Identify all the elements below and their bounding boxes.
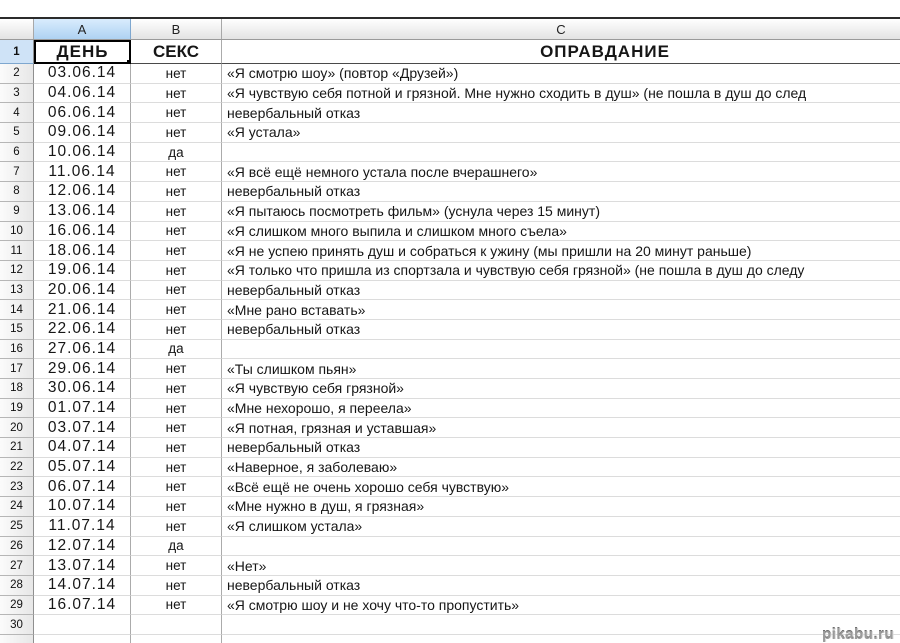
table-body bbox=[0, 64, 900, 635]
cell-day[interactable]: 06.07.14 bbox=[34, 477, 131, 497]
row-number[interactable]: 22 bbox=[0, 458, 34, 478]
cell-day[interactable]: 16.06.14 bbox=[34, 222, 131, 242]
row-number[interactable]: 5 bbox=[0, 123, 34, 143]
cell-excuse-header[interactable]: ОПРАВДАНИЕ bbox=[222, 40, 900, 64]
cell-sex[interactable] bbox=[131, 615, 222, 635]
cell-excuse[interactable]: «Мне рано вставать» bbox=[222, 300, 900, 320]
cell-excuse[interactable] bbox=[222, 340, 900, 360]
cell-excuse[interactable]: невербальный отказ bbox=[222, 182, 900, 202]
table-row bbox=[0, 241, 900, 261]
table-row bbox=[0, 281, 900, 301]
row-number[interactable]: 29 bbox=[0, 596, 34, 616]
cell-sex[interactable]: да bbox=[131, 537, 222, 557]
cell-excuse[interactable]: «Я слишком устала» bbox=[222, 517, 900, 537]
cell-sex[interactable]: нет bbox=[131, 596, 222, 616]
cell-sex[interactable]: нет bbox=[131, 64, 222, 84]
cell-excuse[interactable] bbox=[222, 537, 900, 557]
cell-excuse[interactable]: невербальный отказ bbox=[222, 281, 900, 301]
cell-day[interactable]: 10.07.14 bbox=[34, 497, 131, 517]
cell-day[interactable]: 04.07.14 bbox=[34, 438, 131, 458]
column-letter-a: A bbox=[77, 21, 87, 37]
watermark: pikabu.ru bbox=[821, 626, 894, 643]
cell-excuse[interactable]: «Мне нехорошо, я переела» bbox=[222, 399, 900, 419]
table-row bbox=[0, 517, 900, 537]
cell-day[interactable]: 11.06.14 bbox=[34, 162, 131, 182]
cell-day[interactable]: 18.06.14 bbox=[34, 241, 131, 261]
cell-excuse[interactable] bbox=[222, 635, 900, 643]
row-number[interactable]: 18 bbox=[0, 379, 34, 399]
row-number[interactable]: 17 bbox=[0, 359, 34, 379]
column-header-row bbox=[0, 19, 900, 40]
row-number[interactable]: 28 bbox=[0, 576, 34, 596]
table-row bbox=[0, 182, 900, 202]
cell-excuse[interactable] bbox=[222, 143, 900, 163]
table-header-row bbox=[0, 40, 900, 64]
cell-sex[interactable]: нет bbox=[131, 320, 222, 340]
row-number[interactable]: 25 bbox=[0, 517, 34, 537]
cell-sex[interactable]: нет bbox=[131, 281, 222, 301]
cell-day[interactable]: 16.07.14 bbox=[34, 596, 131, 616]
row-number[interactable]: 12 bbox=[0, 261, 34, 281]
table-row-partial bbox=[0, 635, 900, 643]
table-row bbox=[0, 497, 900, 517]
cell-day[interactable]: 21.06.14 bbox=[34, 300, 131, 320]
row-number[interactable]: 21 bbox=[0, 438, 34, 458]
table-row bbox=[0, 556, 900, 576]
cell-sex[interactable]: да bbox=[131, 143, 222, 163]
table-row bbox=[0, 320, 900, 340]
row-number[interactable]: 24 bbox=[0, 497, 34, 517]
cell-sex[interactable]: нет bbox=[131, 438, 222, 458]
cell-sex[interactable]: нет bbox=[131, 418, 222, 438]
cell-sex[interactable]: нет bbox=[131, 123, 222, 143]
cell-day[interactable]: 11.07.14 bbox=[34, 517, 131, 537]
row-number[interactable]: 8 bbox=[0, 182, 34, 202]
column-header-b[interactable] bbox=[131, 19, 222, 39]
cell-sex[interactable]: нет bbox=[131, 497, 222, 517]
row-number[interactable]: 15 bbox=[0, 320, 34, 340]
table-row bbox=[0, 143, 900, 163]
cell-excuse[interactable]: «Я слишком много выпила и слишком много съела» bbox=[222, 222, 900, 242]
cell-sex[interactable]: нет bbox=[131, 458, 222, 478]
cell-day[interactable]: 13.06.14 bbox=[34, 202, 131, 222]
table-row bbox=[0, 64, 900, 84]
row-number[interactable]: 7 bbox=[0, 162, 34, 182]
cell-sex[interactable]: нет bbox=[131, 162, 222, 182]
table-row bbox=[0, 477, 900, 497]
row-number[interactable]: 13 bbox=[0, 281, 34, 301]
fill-handle[interactable] bbox=[126, 59, 131, 64]
cell-excuse[interactable]: невербальный отказ bbox=[222, 103, 900, 123]
column-header-c[interactable] bbox=[222, 19, 900, 39]
cell-day[interactable]: 10.06.14 bbox=[34, 143, 131, 163]
cell-sex[interactable]: нет bbox=[131, 202, 222, 222]
cell-day[interactable]: 04.06.14 bbox=[34, 84, 131, 104]
selected-cell-day-header[interactable] bbox=[34, 40, 131, 64]
cell-day[interactable]: 19.06.14 bbox=[34, 261, 131, 281]
cell-excuse[interactable]: невербальный отказ bbox=[222, 576, 900, 596]
cell-excuse[interactable]: «Всё ещё не очень хорошо себя чувствую» bbox=[222, 477, 900, 497]
cell-sex[interactable]: нет bbox=[131, 359, 222, 379]
table-row bbox=[0, 340, 900, 360]
row-number[interactable]: 27 bbox=[0, 556, 34, 576]
cell-sex[interactable]: нет bbox=[131, 261, 222, 281]
row-number[interactable]: 4 bbox=[0, 103, 34, 123]
table-row bbox=[0, 596, 900, 616]
cell-day[interactable]: 13.07.14 bbox=[34, 556, 131, 576]
cell-day[interactable]: 22.06.14 bbox=[34, 320, 131, 340]
table-row bbox=[0, 418, 900, 438]
cell-day[interactable]: 12.06.14 bbox=[34, 182, 131, 202]
top-margin bbox=[0, 0, 900, 17]
cell-excuse[interactable]: «Я только что пришла из спортзала и чувствую себя грязной» (не пошла в душ до следу bbox=[222, 261, 900, 281]
row-number[interactable]: 10 bbox=[0, 222, 34, 242]
table-row bbox=[0, 576, 900, 596]
cell-excuse[interactable]: «Я чувствую себя грязной» bbox=[222, 379, 900, 399]
row-number[interactable]: 20 bbox=[0, 418, 34, 438]
table-row bbox=[0, 222, 900, 242]
cell-excuse[interactable]: невербальный отказ bbox=[222, 438, 900, 458]
row-number[interactable]: 9 bbox=[0, 202, 34, 222]
column-letter-b: B bbox=[171, 21, 181, 37]
table-row bbox=[0, 123, 900, 143]
cell-day[interactable]: 20.06.14 bbox=[34, 281, 131, 301]
cell-sex[interactable]: нет bbox=[131, 222, 222, 242]
row-number[interactable]: 19 bbox=[0, 399, 34, 419]
cell-sex[interactable]: нет bbox=[131, 556, 222, 576]
cell-day[interactable]: 03.07.14 bbox=[34, 418, 131, 438]
row-number[interactable] bbox=[0, 635, 34, 643]
cell-excuse[interactable]: «Наверное, я заболеваю» bbox=[222, 458, 900, 478]
cell-day[interactable]: 29.06.14 bbox=[34, 359, 131, 379]
row-number[interactable]: 2 bbox=[0, 64, 34, 84]
select-all-corner[interactable] bbox=[0, 19, 34, 39]
cell-sex[interactable]: нет bbox=[131, 517, 222, 537]
cell-day[interactable]: 30.06.14 bbox=[34, 379, 131, 399]
cell-sex[interactable]: да bbox=[131, 340, 222, 360]
cell-excuse[interactable]: «Я устала» bbox=[222, 123, 900, 143]
cell-day[interactable]: 03.06.14 bbox=[34, 64, 131, 84]
table-row bbox=[0, 300, 900, 320]
table-row bbox=[0, 261, 900, 281]
row-number[interactable]: 6 bbox=[0, 143, 34, 163]
cell-day[interactable]: 05.07.14 bbox=[34, 458, 131, 478]
row-number[interactable]: 16 bbox=[0, 340, 34, 360]
table-row bbox=[0, 399, 900, 419]
cell-day[interactable]: 01.07.14 bbox=[34, 399, 131, 419]
row-number[interactable]: 1 bbox=[0, 40, 34, 64]
cell-day[interactable]: 27.06.14 bbox=[34, 340, 131, 360]
table-row bbox=[0, 103, 900, 123]
cell-sex-header[interactable]: СЕКС bbox=[131, 40, 222, 64]
column-letter-c: C bbox=[556, 21, 566, 37]
cell-excuse[interactable] bbox=[222, 615, 900, 635]
table-row bbox=[0, 458, 900, 478]
table-row bbox=[0, 615, 900, 635]
cell-sex[interactable]: нет bbox=[131, 84, 222, 104]
cell-excuse[interactable]: «Мне нужно в душ, я грязная» bbox=[222, 497, 900, 517]
cell-excuse[interactable]: «Я всё ещё немного устала после вчерашнего» bbox=[222, 162, 900, 182]
cell-sex[interactable]: нет bbox=[131, 103, 222, 123]
cell-day[interactable]: 09.06.14 bbox=[34, 123, 131, 143]
cell-sex[interactable] bbox=[131, 635, 222, 643]
table-row bbox=[0, 438, 900, 458]
row-number[interactable]: 30 bbox=[0, 615, 34, 635]
row-number[interactable]: 14 bbox=[0, 300, 34, 320]
cell-day[interactable]: 14.07.14 bbox=[34, 576, 131, 596]
table-row bbox=[0, 379, 900, 399]
cell-sex[interactable]: нет bbox=[131, 300, 222, 320]
table-row bbox=[0, 537, 900, 557]
table-row bbox=[0, 162, 900, 182]
cell-sex[interactable]: нет bbox=[131, 182, 222, 202]
cell-day[interactable]: 06.06.14 bbox=[34, 103, 131, 123]
cell-day[interactable]: 12.07.14 bbox=[34, 537, 131, 557]
cell-excuse[interactable]: «Нет» bbox=[222, 556, 900, 576]
cell-sex[interactable]: нет bbox=[131, 576, 222, 596]
cell-day[interactable] bbox=[34, 615, 131, 635]
cell-sex[interactable]: нет bbox=[131, 399, 222, 419]
cell-excuse[interactable]: «Я пытаюсь посмотреть фильм» (уснула через 15 минут) bbox=[222, 202, 900, 222]
row-number[interactable]: 3 bbox=[0, 84, 34, 104]
cell-excuse[interactable]: «Ты слишком пьян» bbox=[222, 359, 900, 379]
cell-sex[interactable]: нет bbox=[131, 379, 222, 399]
cell-excuse[interactable]: «Я потная, грязная и уставшая» bbox=[222, 418, 900, 438]
cell-excuse[interactable]: «Я смотрю шоу» (повтор «Друзей») bbox=[222, 64, 900, 84]
day-header-label: ДЕНЬ bbox=[56, 42, 109, 61]
cell-excuse[interactable]: «Я не успею принять душ и собраться к ужину (мы пришли на 20 минут раньше) bbox=[222, 241, 900, 261]
cell-excuse[interactable]: «Я чувствую себя потной и грязной. Мне нужно сходить в душ» (не пошла в душ до след bbox=[222, 84, 900, 104]
table-row bbox=[0, 359, 900, 379]
row-number[interactable]: 23 bbox=[0, 477, 34, 497]
cell-sex[interactable]: нет bbox=[131, 241, 222, 261]
cell-excuse[interactable]: невербальный отказ bbox=[222, 320, 900, 340]
cell-day[interactable] bbox=[34, 635, 131, 643]
table-row bbox=[0, 202, 900, 222]
column-header-a[interactable] bbox=[34, 19, 131, 39]
row-number[interactable]: 11 bbox=[0, 241, 34, 261]
row-number[interactable]: 26 bbox=[0, 537, 34, 557]
table-row bbox=[0, 84, 900, 104]
cell-excuse[interactable]: «Я смотрю шоу и не хочу что-то пропустить» bbox=[222, 596, 900, 616]
cell-sex[interactable]: нет bbox=[131, 477, 222, 497]
